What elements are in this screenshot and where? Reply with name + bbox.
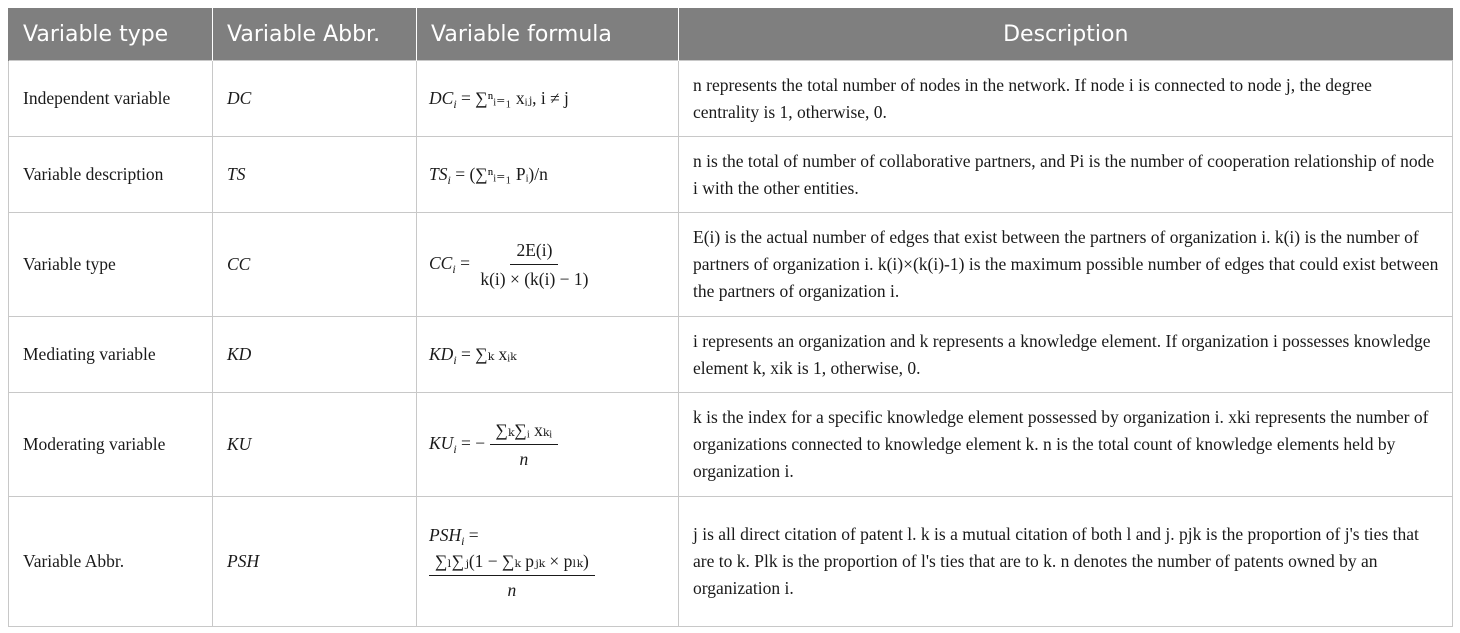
formula-cc-fraction	[474, 238, 594, 291]
formula-cc-denominator: k(i) × (k(i) − 1)	[480, 269, 589, 289]
formula-psh-numerator: ∑ₗ∑ⱼ(1 − ∑ₖ pⱼₖ × pₗₖ)	[429, 549, 595, 576]
table-row	[9, 497, 1453, 627]
cell-variable-type: Variable Abbr.	[9, 497, 213, 627]
cell-variable-type: Mediating variable	[9, 317, 213, 393]
formula-psh: $PSH_i$ = $\frac{\text{∑ₗ∑ⱼ(1 − ∑ₖ pⱼₖ × pₗₖ)}}{n}$	[429, 522, 666, 602]
formula-psh-denominator: n	[507, 579, 517, 600]
formula-dc: $DC_i$ = ∑ⁿᵢ₌₁ xᵢⱼ, i ≠ j	[429, 88, 569, 111]
cell-formula	[417, 213, 679, 317]
cell-variable-type: Variable description	[9, 137, 213, 213]
formula-ku-denominator: n	[519, 449, 529, 469]
cell-variable-abbr: KD	[213, 317, 417, 393]
formula-dc-rhs: = ∑ⁿᵢ₌₁ xᵢⱼ, i ≠ j	[461, 88, 569, 108]
formula-psh-fraction	[429, 549, 595, 602]
cell-formula	[417, 137, 679, 213]
cell-variable-type: Moderating variable	[9, 393, 213, 497]
cell-variable-abbr: KU	[213, 393, 417, 497]
formula-ku-fraction	[490, 418, 559, 471]
cell-description: j is all direct citation of patent l. k is a mutual citation of both l and j. pjk is the proportion of j's ties that are to k. Plk is the proportion of l's ties that are to k. n denotes the number of patents owned by an organization i.	[679, 497, 1453, 627]
header-description: Description	[679, 8, 1453, 61]
formula-ts-rhs: = (∑ⁿᵢ₌₁ Pᵢ)/n	[455, 164, 548, 184]
cell-description: k is the index for a specific knowledge element possessed by organization i. xki represents the number of organizations connected to knowledge element k. n is the total count of knowledge elements held by organization i.	[679, 393, 1453, 497]
cell-formula	[417, 393, 679, 497]
cell-variable-abbr: TS	[213, 137, 417, 213]
header-variable-type: Variable type	[9, 8, 213, 61]
cell-formula	[417, 61, 679, 137]
cell-description: n is the total of number of collaborative partners, and Pi is the number of cooperation relationship of node i with the other entities.	[679, 137, 1453, 213]
cell-formula	[417, 317, 679, 393]
table-row	[9, 393, 1453, 497]
cell-description: n represents the total number of nodes in the network. If node i is connected to node j, the degree centrality is 1, otherwise, 0.	[679, 61, 1453, 137]
formula-kd-rhs: = ∑ₖ xᵢₖ	[461, 344, 517, 364]
formula-cc-numerator: 2E(i)	[510, 238, 558, 265]
header-variable-abbr: Variable Abbr.	[213, 8, 417, 61]
formula-ts: $TS_i$ = (∑ⁿᵢ₌₁ Pᵢ)/n	[429, 164, 548, 187]
cell-variable-abbr: CC	[213, 213, 417, 317]
formula-kd: $KD_i = \sum_k$ xᵢₖ	[429, 344, 517, 367]
formula-ku: $KU_i$ = − $\frac{\text{∑ₖ∑ᵢ xₖᵢ}}{n}$	[429, 433, 558, 453]
cell-variable-type: Independent variable	[9, 61, 213, 137]
table-header-row	[9, 8, 1453, 61]
cell-variable-type: Variable type	[9, 213, 213, 317]
table-row	[9, 317, 1453, 393]
cell-description: i represents an organization and k represents a knowledge element. If organization i possesses knowledge element k, xik is 1, otherwise, 0.	[679, 317, 1453, 393]
variables-table-container	[8, 8, 1452, 627]
table-row	[9, 61, 1453, 137]
cell-variable-abbr: DC	[213, 61, 417, 137]
table-row	[9, 213, 1453, 317]
header-variable-formula: Variable formula	[417, 8, 679, 61]
cell-formula	[417, 497, 679, 627]
formula-cc: $CC_i$ = $\frac{2E(i)}{k(i) \times (k(i) - 1)}$	[429, 253, 595, 273]
formula-ku-numerator: ∑ₖ∑ᵢ xₖᵢ	[490, 418, 559, 445]
cell-variable-abbr: PSH	[213, 497, 417, 627]
table-row	[9, 137, 1453, 213]
cell-description: E(i) is the actual number of edges that exist between the partners of organization i. k(i) is the number of partners of organization i. k(i)×(k(i)-1) is the maximum possible number of edges that could exist between the partners of organization i.	[679, 213, 1453, 317]
variables-table	[8, 8, 1453, 627]
